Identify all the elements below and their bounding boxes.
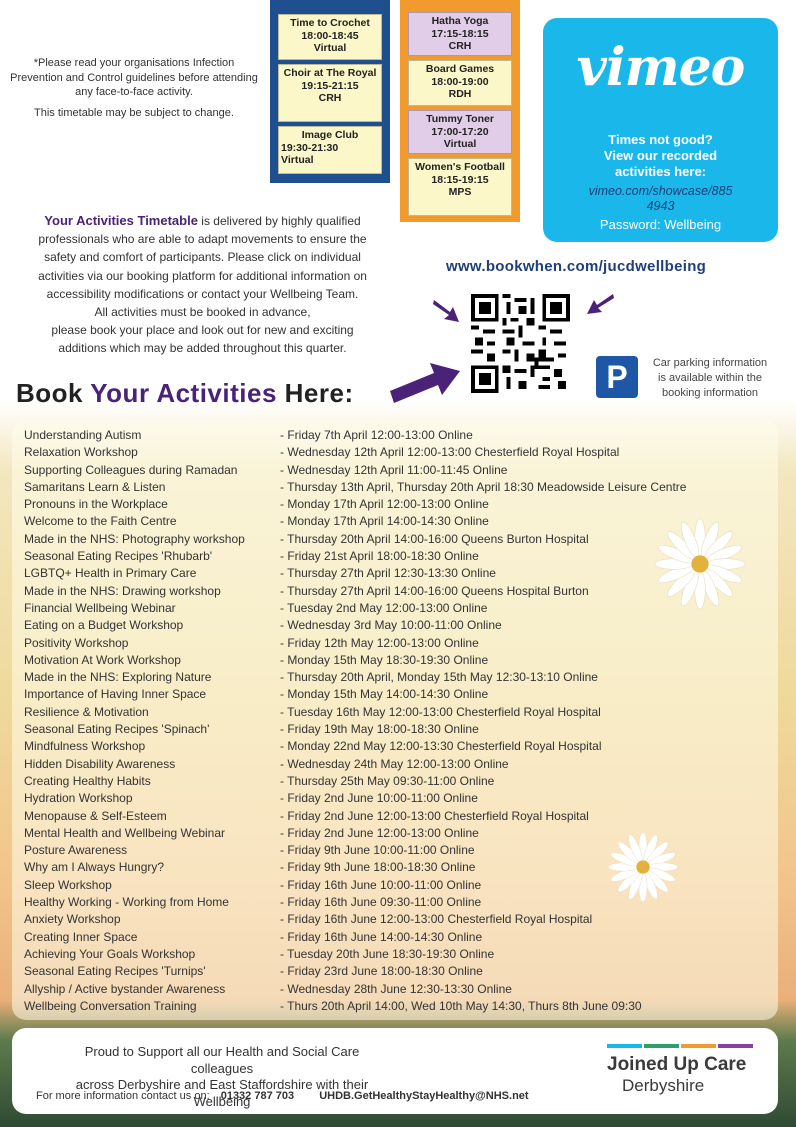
activity-row[interactable] xyxy=(24,617,764,634)
brand-color-bars xyxy=(607,1044,753,1048)
parking-text: booking information xyxy=(661,387,758,399)
activity-when: - Thursday 27th April 14:00-16:00 Queens Hospital Burton xyxy=(280,583,589,598)
bookwhen-link[interactable]: www.bookwhen.com/jucdwellbeing xyxy=(446,258,707,275)
vimeo-times-not-good: Times not good? xyxy=(608,132,713,147)
activity-name: Achieving Your Goals Workshop xyxy=(24,946,196,961)
contact-line xyxy=(36,1090,529,1102)
activities-list xyxy=(24,427,764,1015)
slot-time: 18:15-19:15 xyxy=(431,173,489,186)
book-activities-heading xyxy=(16,378,354,409)
slot-hatha-yoga[interactable] xyxy=(408,12,512,56)
brand-bar xyxy=(681,1044,716,1048)
activity-when: - Friday 16th June 12:00-13:00 Chesterfield Royal Hospital xyxy=(280,912,593,927)
activity-row[interactable] xyxy=(24,635,764,652)
slot-time: 17:00-17:20 xyxy=(431,125,489,138)
slot-time: 19:30-21:30 xyxy=(281,141,339,154)
arrow-left-down-icon xyxy=(585,290,615,318)
intro-text: is delivered by highly qualified xyxy=(197,214,361,228)
activity-when: - Friday 7th April 12:00-13:00 Online xyxy=(280,428,473,442)
slot-place: Virtual xyxy=(313,42,347,54)
slot-choir-at-the-royal[interactable] xyxy=(278,64,382,122)
activity-when: - Thursday 20th April 14:00-16:00 Queens Burton Hospital xyxy=(280,531,589,546)
activity-name: Understanding Autism xyxy=(24,428,142,442)
infection-control-notice xyxy=(8,56,260,120)
support-line: Proud to Support all our Health and Social Care colleagues xyxy=(84,1044,360,1076)
activity-row[interactable] xyxy=(24,911,764,928)
activity-name: Made in the NHS: Drawing workshop xyxy=(24,583,221,598)
activity-row[interactable] xyxy=(24,963,764,980)
activity-name: Made in the NHS: Exploring Nature xyxy=(24,670,212,685)
activity-row[interactable] xyxy=(24,825,764,842)
activity-when: - Monday 22nd May 12:00-13:30 Chesterfield Royal Hospital xyxy=(280,739,602,754)
intro-text: please book your place and look out for new and exciting xyxy=(51,323,354,338)
slot-title: Women's Football xyxy=(415,161,505,173)
activity-name: Allyship / Active bystander Awareness xyxy=(24,981,226,996)
activity-row[interactable] xyxy=(24,998,764,1015)
intro-lead: Your Activities Timetable xyxy=(44,213,198,228)
activity-when: - Wednesday 3rd May 10:00-11:00 Online xyxy=(280,618,502,633)
vimeo-recordings-card[interactable] xyxy=(543,18,778,242)
slot-time: 19:15-21:15 xyxy=(301,79,359,92)
slot-place: MPS xyxy=(448,186,472,198)
activity-when: - Thurs 20th April 14:00, Wed 10th May 14:30, Thurs 8th June 09:30 xyxy=(280,998,642,1013)
activity-name: Menopause & Self-Esteem xyxy=(24,808,167,823)
activity-row[interactable] xyxy=(24,531,764,548)
activity-row[interactable] xyxy=(24,859,764,876)
heading-word-highlight: Your Activities xyxy=(90,378,277,408)
activity-when: - Friday 9th June 10:00-11:00 Online xyxy=(280,843,475,858)
activity-name: Creating Healthy Habits xyxy=(24,773,151,788)
activity-name: Why am I Always Hungry? xyxy=(24,860,165,875)
slot-place: CRH xyxy=(318,92,342,104)
vimeo-activities-here: activities here: xyxy=(614,164,707,179)
heading-word: Here: xyxy=(284,378,354,408)
activity-row[interactable] xyxy=(24,462,764,479)
activity-name: Mental Health and Wellbeing Webinar xyxy=(24,825,226,840)
intro-text: safety and comfort of participants. Please click on individual xyxy=(44,250,361,265)
activity-name: Pronouns in the Workplace xyxy=(24,497,168,512)
slot-place: Virtual xyxy=(281,154,314,166)
activity-row[interactable] xyxy=(24,444,764,461)
slot-title: Image Club xyxy=(301,129,359,141)
activity-when: - Wednesday 12th April 12:00-13:00 Chesterfield Royal Hospital xyxy=(280,445,620,460)
activity-when: - Monday 17th April 14:00-14:30 Online xyxy=(280,514,489,529)
activity-name: Wellbeing Conversation Training xyxy=(24,998,197,1013)
activity-when: - Wednesday 28th June 12:30-13:30 Online xyxy=(280,981,512,996)
activity-row[interactable] xyxy=(24,496,764,513)
vimeo-password: Password: Wellbeing xyxy=(599,217,722,232)
evening-schedule-column-orange xyxy=(400,0,520,222)
slot-board-games[interactable] xyxy=(408,60,512,106)
parking-text: Car parking information xyxy=(652,357,768,369)
slot-place: RDH xyxy=(448,88,472,100)
activity-name: Importance of Having Inner Space xyxy=(24,687,207,702)
intro-text: activities via our booking platform for additional information on xyxy=(38,268,367,283)
activity-when: - Friday 16th June 10:00-11:00 Online xyxy=(280,877,482,892)
intro-text: professionals who are able to adapt movements to ensure the xyxy=(38,232,367,247)
activity-name: Relaxation Workshop xyxy=(24,445,138,460)
slot-time-to-crochet[interactable] xyxy=(278,14,382,60)
activity-row[interactable] xyxy=(24,721,764,738)
activity-when: - Friday 21st April 18:00-18:30 Online xyxy=(280,549,479,564)
activity-name: Healthy Working - Working from Home xyxy=(24,895,229,910)
activity-row[interactable] xyxy=(24,808,764,825)
activity-name: Resilience & Motivation xyxy=(24,704,149,719)
support-line: across Derbyshire and East Staffordshire with their Wellbeing xyxy=(75,1077,369,1109)
activity-name: LGBTQ+ Health in Primary Care xyxy=(24,566,197,581)
activity-name: Financial Wellbeing Webinar xyxy=(24,600,176,615)
brand-bar xyxy=(718,1044,753,1048)
activity-name: Samaritans Learn & Listen xyxy=(24,479,166,494)
activity-name: Anxiety Workshop xyxy=(24,912,121,927)
activity-row[interactable] xyxy=(24,479,764,496)
activity-when: - Wednesday 24th May 12:00-13:00 Online xyxy=(280,756,509,771)
intro-text: All activities must be booked in advance, xyxy=(94,305,311,320)
brand-bar xyxy=(644,1044,679,1048)
slot-title: Choir at The Royal xyxy=(283,67,377,79)
activity-when: - Thursday 25th May 09:30-11:00 Online xyxy=(280,773,495,788)
activity-row[interactable] xyxy=(24,929,764,946)
brand-name: Joined Up Care xyxy=(607,1054,747,1075)
activity-name: Made in the NHS: Photography workshop xyxy=(24,531,245,546)
slot-title: Board Games xyxy=(425,63,495,75)
activity-row[interactable] xyxy=(24,894,764,911)
brand-region: Derbyshire xyxy=(622,1076,705,1095)
activity-name: Posture Awareness xyxy=(24,843,128,858)
activity-row[interactable] xyxy=(24,583,764,600)
activity-row[interactable] xyxy=(24,790,764,807)
brand-bar xyxy=(607,1044,642,1048)
activity-when: - Friday 19th May 18:00-18:30 Online xyxy=(280,722,479,737)
vimeo-view-recorded: View our recorded xyxy=(603,148,718,163)
activity-row[interactable] xyxy=(24,669,764,686)
activity-when: - Monday 17th April 12:00-13:00 Online xyxy=(280,497,489,512)
intro-text: additions which may be added throughout this quarter. xyxy=(58,341,347,356)
activity-name: Seasonal Eating Recipes 'Turnips' xyxy=(24,964,206,979)
activity-name: Creating Inner Space xyxy=(24,929,138,944)
evening-schedule-column-blue xyxy=(270,0,390,183)
slot-womens-football[interactable] xyxy=(408,158,512,216)
vimeo-logo: vimeo xyxy=(576,37,745,98)
activity-when: - Friday 16th June 09:30-11:00 Online xyxy=(280,895,482,910)
activity-name: Sleep Workshop xyxy=(24,877,112,892)
slot-place: CRH xyxy=(448,40,472,52)
footer-card xyxy=(12,1028,778,1114)
notice-subject-to-change: This timetable may be subject to change. xyxy=(34,106,234,119)
activity-when: - Monday 15th May 18:30-19:30 Online xyxy=(280,652,489,667)
timetable-intro xyxy=(10,212,395,358)
activity-when: - Thursday 20th April, Monday 15th May 12:30-13:10 Online xyxy=(280,670,598,685)
bookwhen-qr-code[interactable] xyxy=(464,287,577,400)
activity-name: Welcome to the Faith Centre xyxy=(24,514,177,529)
contact-phone[interactable]: 01332 787 703 xyxy=(220,1090,295,1102)
activity-row[interactable] xyxy=(24,704,764,721)
slot-tummy-toner[interactable] xyxy=(408,110,512,154)
activity-row[interactable] xyxy=(24,877,764,894)
activity-row[interactable] xyxy=(24,981,764,998)
activity-when: - Thursday 27th April 12:30-13:30 Online xyxy=(280,566,496,581)
activity-row[interactable] xyxy=(24,565,764,582)
activity-name: Hidden Disability Awareness xyxy=(24,756,176,771)
activity-when: - Tuesday 16th May 12:00-13:00 Chesterfield Royal Hospital xyxy=(280,704,601,719)
parking-text: is available within the xyxy=(658,372,762,384)
activity-name: Mindfulness Workshop xyxy=(24,739,146,754)
activity-row[interactable] xyxy=(24,756,764,773)
slot-place: Virtual xyxy=(443,138,477,150)
activity-row[interactable] xyxy=(24,513,764,530)
contact-label: For more information contact us on: xyxy=(36,1090,210,1102)
activity-name: Supporting Colleagues during Ramadan xyxy=(24,462,238,477)
activity-row[interactable] xyxy=(24,686,764,703)
intro-text: accessibility modifications or contact your Wellbeing Team. xyxy=(46,286,359,301)
activity-row[interactable] xyxy=(24,652,764,669)
activity-name: Hydration Workshop xyxy=(24,791,133,806)
activity-when: - Friday 2nd June 12:00-13:00 Online xyxy=(280,825,479,840)
heading-word: Book xyxy=(16,378,83,408)
big-arrow-right-icon xyxy=(388,355,462,405)
notice-guidelines: *Please read your organisations Infection Prevention and Control guidelines before attending any face-to-face activity. xyxy=(10,57,258,98)
activity-when: - Friday 16th June 14:00-14:30 Online xyxy=(280,929,483,944)
vimeo-url-link-cont[interactable]: 4943 xyxy=(646,199,675,213)
activity-row[interactable] xyxy=(24,773,764,790)
slot-time: 18:00-19:00 xyxy=(431,75,489,88)
activity-row[interactable] xyxy=(24,946,764,963)
contact-email[interactable]: UHDB.GetHealthyStayHealthy@NHS.net xyxy=(319,1090,529,1102)
activity-name: Seasonal Eating Recipes 'Spinach' xyxy=(24,722,210,737)
activity-when: - Friday 12th May 12:00-13:00 Online xyxy=(280,635,479,650)
activity-name: Eating on a Budget Workshop xyxy=(24,618,184,633)
activity-row[interactable] xyxy=(24,548,764,565)
activity-row[interactable] xyxy=(24,427,764,444)
activity-name: Positivity Workshop xyxy=(24,635,129,650)
activity-when: - Friday 2nd June 10:00-11:00 Online xyxy=(280,791,478,806)
activity-when: - Monday 15th May 14:00-14:30 Online xyxy=(280,687,489,702)
activity-row[interactable] xyxy=(24,842,764,859)
activity-when: - Friday 9th June 18:00-18:30 Online xyxy=(280,860,476,875)
activity-name: Motivation At Work Workshop xyxy=(24,652,181,667)
vimeo-url-link[interactable]: vimeo.com/showcase/885 xyxy=(588,184,733,198)
activity-when: - Friday 23rd June 18:00-18:30 Online xyxy=(280,964,483,979)
activity-name: Seasonal Eating Recipes 'Rhubarb' xyxy=(24,549,213,564)
slot-time: 18:00-18:45 xyxy=(301,29,359,42)
activity-when: - Tuesday 2nd May 12:00-13:00 Online xyxy=(280,600,488,615)
slot-time: 17:15-18:15 xyxy=(431,27,489,40)
slot-image-club[interactable] xyxy=(278,126,382,174)
parking-info xyxy=(640,356,780,401)
activity-when: - Thursday 13th April, Thursday 20th April 18:30 Meadowside Leisure Centre xyxy=(280,479,687,494)
activity-when: - Friday 2nd June 12:00-13:00 Chesterfield Royal Hospital xyxy=(280,808,589,823)
arrow-right-down-icon xyxy=(432,296,462,326)
slot-title: Time to Crochet xyxy=(290,17,370,29)
activity-row[interactable] xyxy=(24,738,764,755)
activity-when: - Tuesday 20th June 18:30-19:30 Online xyxy=(280,946,495,961)
slot-title: Tummy Toner xyxy=(426,113,494,125)
activity-when: - Wednesday 12th April 11:00-11:45 Online xyxy=(280,462,508,477)
activity-row[interactable] xyxy=(24,600,764,617)
slot-title: Hatha Yoga xyxy=(431,15,489,27)
parking-icon: P xyxy=(596,356,638,398)
